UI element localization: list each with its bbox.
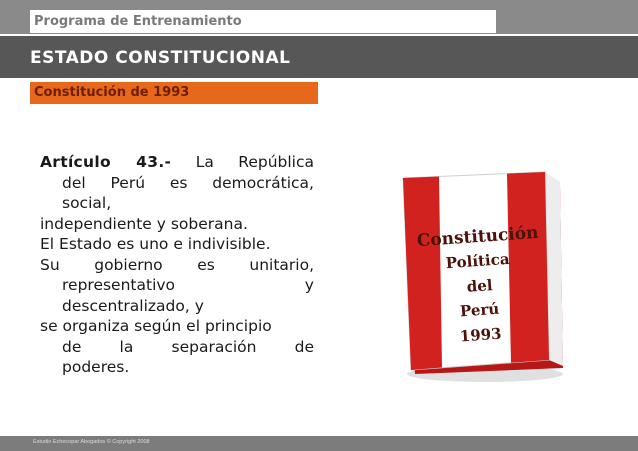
copyright-text: Estudio Echecopar Abogados © Copyright 2008 — [33, 439, 150, 445]
article-heading: Artículo 43.- — [40, 153, 172, 171]
book-title-line: Política — [445, 249, 511, 273]
article-line — [40, 152, 314, 173]
article-line: del Perú es democrática, — [62, 173, 314, 192]
program-label: Programa de Entrenamiento — [30, 10, 496, 33]
book-title-line: 1993 — [459, 324, 503, 346]
article-line: poderes. — [62, 358, 130, 376]
page-title: ESTADO CONSTITUCIONAL — [30, 48, 291, 68]
book-title-line: Constitución — [416, 222, 540, 252]
article-line-rest: La República — [195, 153, 314, 171]
article-line: de la separación de — [62, 337, 314, 356]
article-line: descentralizado, y — [62, 296, 204, 315]
article-text — [40, 152, 314, 378]
article-line: representativo y — [62, 276, 314, 294]
constitution-book-image — [395, 160, 570, 385]
article-line: se organiza según el principio — [40, 317, 272, 335]
page-subtitle: Constitución de 1993 — [34, 85, 190, 100]
article-line: social, — [62, 194, 112, 212]
article-line: independiente y soberana. — [40, 214, 248, 233]
book-illustration — [395, 160, 570, 385]
book-title-line: del — [466, 276, 494, 296]
article-line: Su gobierno es unitario, — [40, 255, 314, 274]
book-title-line: Perú — [459, 299, 500, 321]
article-line: El Estado es uno e indivisible. — [40, 235, 271, 253]
